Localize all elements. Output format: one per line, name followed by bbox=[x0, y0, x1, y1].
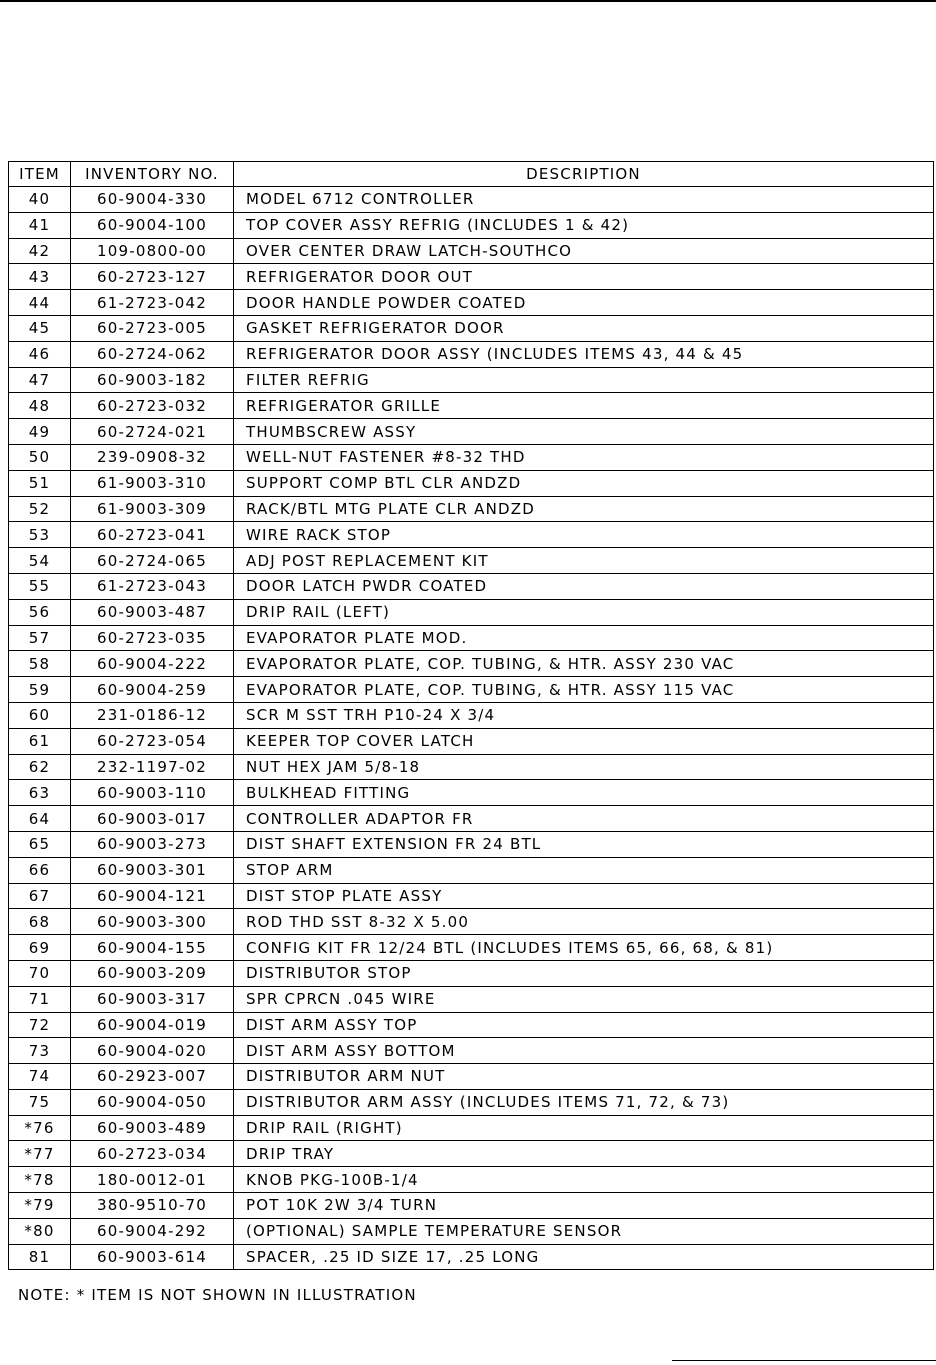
inventory-number-cell: 61-9003-309 bbox=[71, 496, 234, 522]
item-number-cell: 55 bbox=[9, 573, 71, 599]
description-cell: (OPTIONAL) SAMPLE TEMPERATURE SENSOR bbox=[234, 1218, 934, 1244]
item-number-cell: 57 bbox=[9, 625, 71, 651]
description-cell: SCR M SST TRH P10-24 X 3/4 bbox=[234, 702, 934, 728]
item-number-cell: 43 bbox=[9, 264, 71, 290]
item-number-cell: 60 bbox=[9, 702, 71, 728]
inventory-number-cell: 60-9003-614 bbox=[71, 1244, 234, 1270]
item-number-cell: *78 bbox=[9, 1167, 71, 1193]
table-row bbox=[9, 393, 934, 419]
inventory-number-cell: 60-9003-489 bbox=[71, 1115, 234, 1141]
inventory-number-cell: 239-0908-32 bbox=[71, 444, 234, 470]
table-row bbox=[9, 857, 934, 883]
inventory-number-cell: 60-2724-065 bbox=[71, 548, 234, 574]
table-row bbox=[9, 341, 934, 367]
table-row bbox=[9, 470, 934, 496]
description-cell: MODEL 6712 CONTROLLER bbox=[234, 187, 934, 213]
description-cell: REFRIGERATOR GRILLE bbox=[234, 393, 934, 419]
inventory-number-cell: 60-9003-017 bbox=[71, 806, 234, 832]
description-cell: SUPPORT COMP BTL CLR ANDZD bbox=[234, 470, 934, 496]
inventory-number-cell: 60-2723-041 bbox=[71, 522, 234, 548]
inventory-number-cell: 380-9510-70 bbox=[71, 1193, 234, 1219]
table-row bbox=[9, 573, 934, 599]
item-number-cell: 75 bbox=[9, 1089, 71, 1115]
description-cell: DOOR HANDLE POWDER COATED bbox=[234, 290, 934, 316]
inventory-number-cell: 60-2923-007 bbox=[71, 1064, 234, 1090]
inventory-number-cell: 61-2723-043 bbox=[71, 573, 234, 599]
item-number-cell: 50 bbox=[9, 444, 71, 470]
item-number-cell: *77 bbox=[9, 1141, 71, 1167]
description-cell: THUMBSCREW ASSY bbox=[234, 419, 934, 445]
item-number-cell: 70 bbox=[9, 960, 71, 986]
inventory-number-cell: 60-9004-020 bbox=[71, 1038, 234, 1064]
inventory-number-cell: 60-9003-273 bbox=[71, 831, 234, 857]
item-number-cell: 59 bbox=[9, 677, 71, 703]
item-number-cell: 52 bbox=[9, 496, 71, 522]
table-header-row bbox=[9, 162, 934, 187]
table-row bbox=[9, 780, 934, 806]
item-number-cell: 61 bbox=[9, 728, 71, 754]
inventory-number-cell: 231-0186-12 bbox=[71, 702, 234, 728]
header-description: DESCRIPTION bbox=[234, 162, 934, 187]
footnote: NOTE: * ITEM IS NOT SHOWN IN ILLUSTRATION bbox=[18, 1286, 417, 1304]
item-number-cell: 62 bbox=[9, 754, 71, 780]
item-number-cell: 64 bbox=[9, 806, 71, 832]
inventory-number-cell: 60-9004-100 bbox=[71, 212, 234, 238]
table-row bbox=[9, 290, 934, 316]
description-cell: DISTRIBUTOR ARM ASSY (INCLUDES ITEMS 71, 72, & 73) bbox=[234, 1089, 934, 1115]
table-row bbox=[9, 754, 934, 780]
item-number-cell: 72 bbox=[9, 1012, 71, 1038]
table-row bbox=[9, 1064, 934, 1090]
item-number-cell: *80 bbox=[9, 1218, 71, 1244]
item-number-cell: *76 bbox=[9, 1115, 71, 1141]
inventory-number-cell: 60-2724-062 bbox=[71, 341, 234, 367]
table-row bbox=[9, 677, 934, 703]
description-cell: DOOR LATCH PWDR COATED bbox=[234, 573, 934, 599]
inventory-number-cell: 60-9004-259 bbox=[71, 677, 234, 703]
table-row bbox=[9, 728, 934, 754]
description-cell: SPACER, .25 ID SIZE 17, .25 LONG bbox=[234, 1244, 934, 1270]
inventory-number-cell: 60-9004-330 bbox=[71, 187, 234, 213]
inventory-number-cell: 60-2723-054 bbox=[71, 728, 234, 754]
item-number-cell: 81 bbox=[9, 1244, 71, 1270]
inventory-number-cell: 60-9004-019 bbox=[71, 1012, 234, 1038]
inventory-number-cell: 60-9004-222 bbox=[71, 651, 234, 677]
table-row bbox=[9, 806, 934, 832]
header-inventory-no: INVENTORY NO. bbox=[71, 162, 234, 187]
inventory-number-cell: 60-2723-034 bbox=[71, 1141, 234, 1167]
inventory-number-cell: 60-9004-121 bbox=[71, 883, 234, 909]
table-row bbox=[9, 625, 934, 651]
description-cell: GASKET REFRIGERATOR DOOR bbox=[234, 315, 934, 341]
table-row bbox=[9, 1193, 934, 1219]
item-number-cell: 66 bbox=[9, 857, 71, 883]
inventory-number-cell: 60-2723-032 bbox=[71, 393, 234, 419]
table-row bbox=[9, 264, 934, 290]
description-cell: ROD THD SST 8-32 X 5.00 bbox=[234, 909, 934, 935]
item-number-cell: 69 bbox=[9, 935, 71, 961]
description-cell: DIST STOP PLATE ASSY bbox=[234, 883, 934, 909]
table-row bbox=[9, 960, 934, 986]
table-row bbox=[9, 187, 934, 213]
inventory-number-cell: 61-9003-310 bbox=[71, 470, 234, 496]
item-number-cell: 54 bbox=[9, 548, 71, 574]
table-row bbox=[9, 909, 934, 935]
table-row bbox=[9, 1089, 934, 1115]
description-cell: DIST ARM ASSY TOP bbox=[234, 1012, 934, 1038]
description-cell: KEEPER TOP COVER LATCH bbox=[234, 728, 934, 754]
description-cell: WELL-NUT FASTENER #8-32 THD bbox=[234, 444, 934, 470]
inventory-number-cell: 60-2723-005 bbox=[71, 315, 234, 341]
description-cell: RACK/BTL MTG PLATE CLR ANDZD bbox=[234, 496, 934, 522]
item-number-cell: 71 bbox=[9, 986, 71, 1012]
item-number-cell: 51 bbox=[9, 470, 71, 496]
description-cell: BULKHEAD FITTING bbox=[234, 780, 934, 806]
item-number-cell: 42 bbox=[9, 238, 71, 264]
description-cell: DIST ARM ASSY BOTTOM bbox=[234, 1038, 934, 1064]
item-number-cell: 74 bbox=[9, 1064, 71, 1090]
item-number-cell: 44 bbox=[9, 290, 71, 316]
description-cell: TOP COVER ASSY REFRIG (INCLUDES 1 & 42) bbox=[234, 212, 934, 238]
description-cell: DISTRIBUTOR ARM NUT bbox=[234, 1064, 934, 1090]
table-row bbox=[9, 1115, 934, 1141]
description-cell: CONTROLLER ADAPTOR FR bbox=[234, 806, 934, 832]
inventory-number-cell: 60-2723-035 bbox=[71, 625, 234, 651]
description-cell: REFRIGERATOR DOOR ASSY (INCLUDES ITEMS 43, 44 & 45 bbox=[234, 341, 934, 367]
inventory-number-cell: 60-9003-317 bbox=[71, 986, 234, 1012]
table-row bbox=[9, 419, 934, 445]
inventory-number-cell: 60-2723-127 bbox=[71, 264, 234, 290]
description-cell: DRIP RAIL (RIGHT) bbox=[234, 1115, 934, 1141]
top-rule bbox=[0, 0, 936, 2]
description-cell: OVER CENTER DRAW LATCH-SOUTHCO bbox=[234, 238, 934, 264]
item-number-cell: 41 bbox=[9, 212, 71, 238]
item-number-cell: 67 bbox=[9, 883, 71, 909]
item-number-cell: 65 bbox=[9, 831, 71, 857]
table-row bbox=[9, 651, 934, 677]
inventory-number-cell: 60-9004-050 bbox=[71, 1089, 234, 1115]
item-number-cell: 45 bbox=[9, 315, 71, 341]
parts-table-body bbox=[9, 187, 934, 1270]
table-row bbox=[9, 444, 934, 470]
description-cell: FILTER REFRIG bbox=[234, 367, 934, 393]
header-item: ITEM bbox=[9, 162, 71, 187]
description-cell: WIRE RACK STOP bbox=[234, 522, 934, 548]
item-number-cell: 56 bbox=[9, 599, 71, 625]
description-cell: STOP ARM bbox=[234, 857, 934, 883]
table-row bbox=[9, 1218, 934, 1244]
table-row bbox=[9, 367, 934, 393]
table-row bbox=[9, 548, 934, 574]
item-number-cell: 48 bbox=[9, 393, 71, 419]
table-row bbox=[9, 831, 934, 857]
table-row bbox=[9, 883, 934, 909]
table-row bbox=[9, 315, 934, 341]
item-number-cell: 40 bbox=[9, 187, 71, 213]
item-number-cell: 68 bbox=[9, 909, 71, 935]
item-number-cell: 47 bbox=[9, 367, 71, 393]
inventory-number-cell: 232-1197-02 bbox=[71, 754, 234, 780]
table-row bbox=[9, 935, 934, 961]
table-row bbox=[9, 599, 934, 625]
inventory-number-cell: 60-9003-182 bbox=[71, 367, 234, 393]
table-row bbox=[9, 1038, 934, 1064]
inventory-number-cell: 60-9003-487 bbox=[71, 599, 234, 625]
description-cell: DISTRIBUTOR STOP bbox=[234, 960, 934, 986]
table-row bbox=[9, 238, 934, 264]
description-cell: EVAPORATOR PLATE, COP. TUBING, & HTR. ASSY 115 VAC bbox=[234, 677, 934, 703]
table-row bbox=[9, 702, 934, 728]
inventory-number-cell: 109-0800-00 bbox=[71, 238, 234, 264]
inventory-number-cell: 180-0012-01 bbox=[71, 1167, 234, 1193]
item-number-cell: 58 bbox=[9, 651, 71, 677]
table-row bbox=[9, 212, 934, 238]
inventory-number-cell: 60-9003-301 bbox=[71, 857, 234, 883]
item-number-cell: 63 bbox=[9, 780, 71, 806]
description-cell: REFRIGERATOR DOOR OUT bbox=[234, 264, 934, 290]
description-cell: KNOB PKG-100B-1/4 bbox=[234, 1167, 934, 1193]
table-row bbox=[9, 496, 934, 522]
inventory-number-cell: 61-2723-042 bbox=[71, 290, 234, 316]
description-cell: SPR CPRCN .045 WIRE bbox=[234, 986, 934, 1012]
parts-list-table bbox=[8, 161, 934, 1270]
bottom-rule bbox=[672, 1360, 936, 1361]
description-cell: EVAPORATOR PLATE, COP. TUBING, & HTR. ASSY 230 VAC bbox=[234, 651, 934, 677]
description-cell: POT 10K 2W 3/4 TURN bbox=[234, 1193, 934, 1219]
table-row bbox=[9, 1012, 934, 1038]
inventory-number-cell: 60-9003-300 bbox=[71, 909, 234, 935]
item-number-cell: 53 bbox=[9, 522, 71, 548]
table-row bbox=[9, 1244, 934, 1270]
item-number-cell: 49 bbox=[9, 419, 71, 445]
inventory-number-cell: 60-9003-110 bbox=[71, 780, 234, 806]
inventory-number-cell: 60-9003-209 bbox=[71, 960, 234, 986]
description-cell: CONFIG KIT FR 12/24 BTL (INCLUDES ITEMS 65, 66, 68, & 81) bbox=[234, 935, 934, 961]
description-cell: EVAPORATOR PLATE MOD. bbox=[234, 625, 934, 651]
description-cell: NUT HEX JAM 5/8-18 bbox=[234, 754, 934, 780]
description-cell: ADJ POST REPLACEMENT KIT bbox=[234, 548, 934, 574]
description-cell: DRIP TRAY bbox=[234, 1141, 934, 1167]
table-row bbox=[9, 522, 934, 548]
item-number-cell: 46 bbox=[9, 341, 71, 367]
table-row bbox=[9, 986, 934, 1012]
description-cell: DIST SHAFT EXTENSION FR 24 BTL bbox=[234, 831, 934, 857]
table-row bbox=[9, 1167, 934, 1193]
description-cell: DRIP RAIL (LEFT) bbox=[234, 599, 934, 625]
inventory-number-cell: 60-2724-021 bbox=[71, 419, 234, 445]
table-row bbox=[9, 1141, 934, 1167]
item-number-cell: *79 bbox=[9, 1193, 71, 1219]
inventory-number-cell: 60-9004-155 bbox=[71, 935, 234, 961]
inventory-number-cell: 60-9004-292 bbox=[71, 1218, 234, 1244]
item-number-cell: 73 bbox=[9, 1038, 71, 1064]
